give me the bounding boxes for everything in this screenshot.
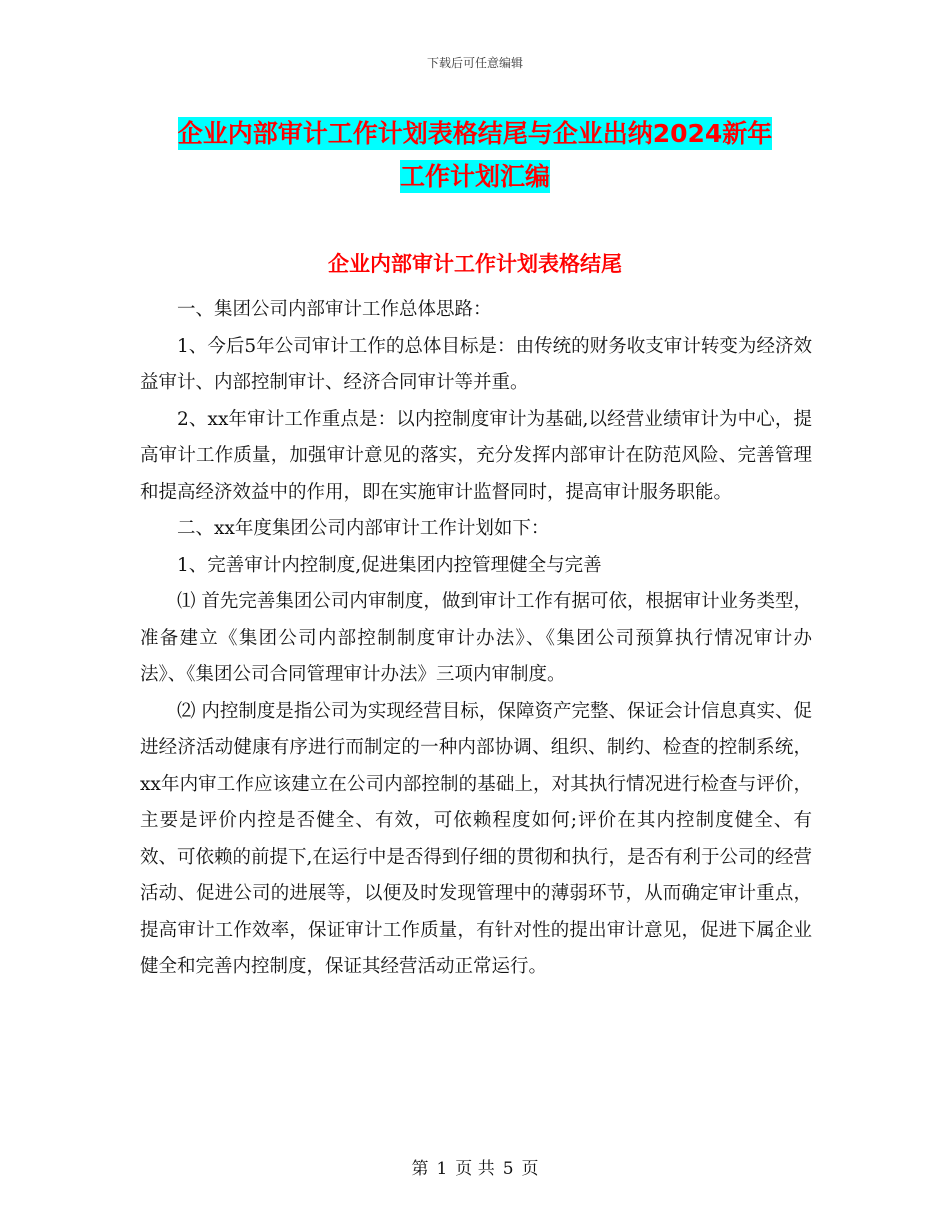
paragraph: 2、xx年审计工作重点是：以内控制度审计为基础,以经营业绩审计为中心，提高审计工作质量，加强审计意见的落实，充分发挥内部审计在防范风险、完善管理和提高经济效益中的作用，即在实施审计监督同时，提高审计服务职能。 [140,408,812,503]
paragraph: ⑵ 内控制度是指公司为实现经营目标，保障资产完整、保证会计信息真实、促进经济活动健康有序进行而制定的一种内部协调、组织、制约、检查的控制系统，xx年内审工作应该建立在公司内部控制的基础上，对其执行情况进行检查与评价，主要是评价内控是否健全、有效，可依赖程度如何;评价在其内控制度健全、有效、可依赖的前提下,在运行中是否得到仔细的贯彻和执行，是否有利于公司的经营活动、促进公司的进展等，以便及时发现管理中的薄弱环节，从而确定审计重点，提高审计工作效率，保证审计工作质量，有针对性的提出审计意见，促进下属企业健全和完善内控制度，保证其经营活动正常运行。 [140,700,812,977]
footer-prefix: 第 [411,1159,429,1179]
document-body [140,292,812,986]
title-line-2: 工作计划汇编 [399,162,550,191]
header-note: 下载后可任意编辑 [426,56,523,70]
document-title [120,112,830,198]
title-line-1: 企业内部审计工作计划表格结尾与企业出纳2024新年 [177,119,773,148]
paragraph: ⑴ 首先完善集团公司内审制度，做到审计工作有据可依，根据审计业务类型，准备建立《集团公司内部控制制度审计办法》、《集团公司预算执行情况审计办法》、《集团公司合同管理审计办法》三项内审制度。 [140,591,812,685]
footer-suffix: 页 [521,1159,539,1179]
footer-total-pages: 5 [502,1159,514,1179]
section-title: 企业内部审计工作计划表格结尾 [328,252,622,276]
footer-middle: 页 共 [455,1159,495,1179]
paragraph: 1、今后5年公司审计工作的总体目标是：由传统的财务收支审计转变为经济效益审计、内部控制审计、经济合同审计等并重。 [140,335,812,393]
paragraph: 一、集团公司内部审计工作总体思路： [177,299,492,320]
paragraph: 1、完善审计内控制度,促进集团内控管理健全与完善 [177,554,602,576]
page-footer [0,1154,950,1179]
paragraph: 二、xx年度集团公司内部审计工作计划如下： [177,518,550,539]
footer-page-number: 1 [436,1159,448,1179]
